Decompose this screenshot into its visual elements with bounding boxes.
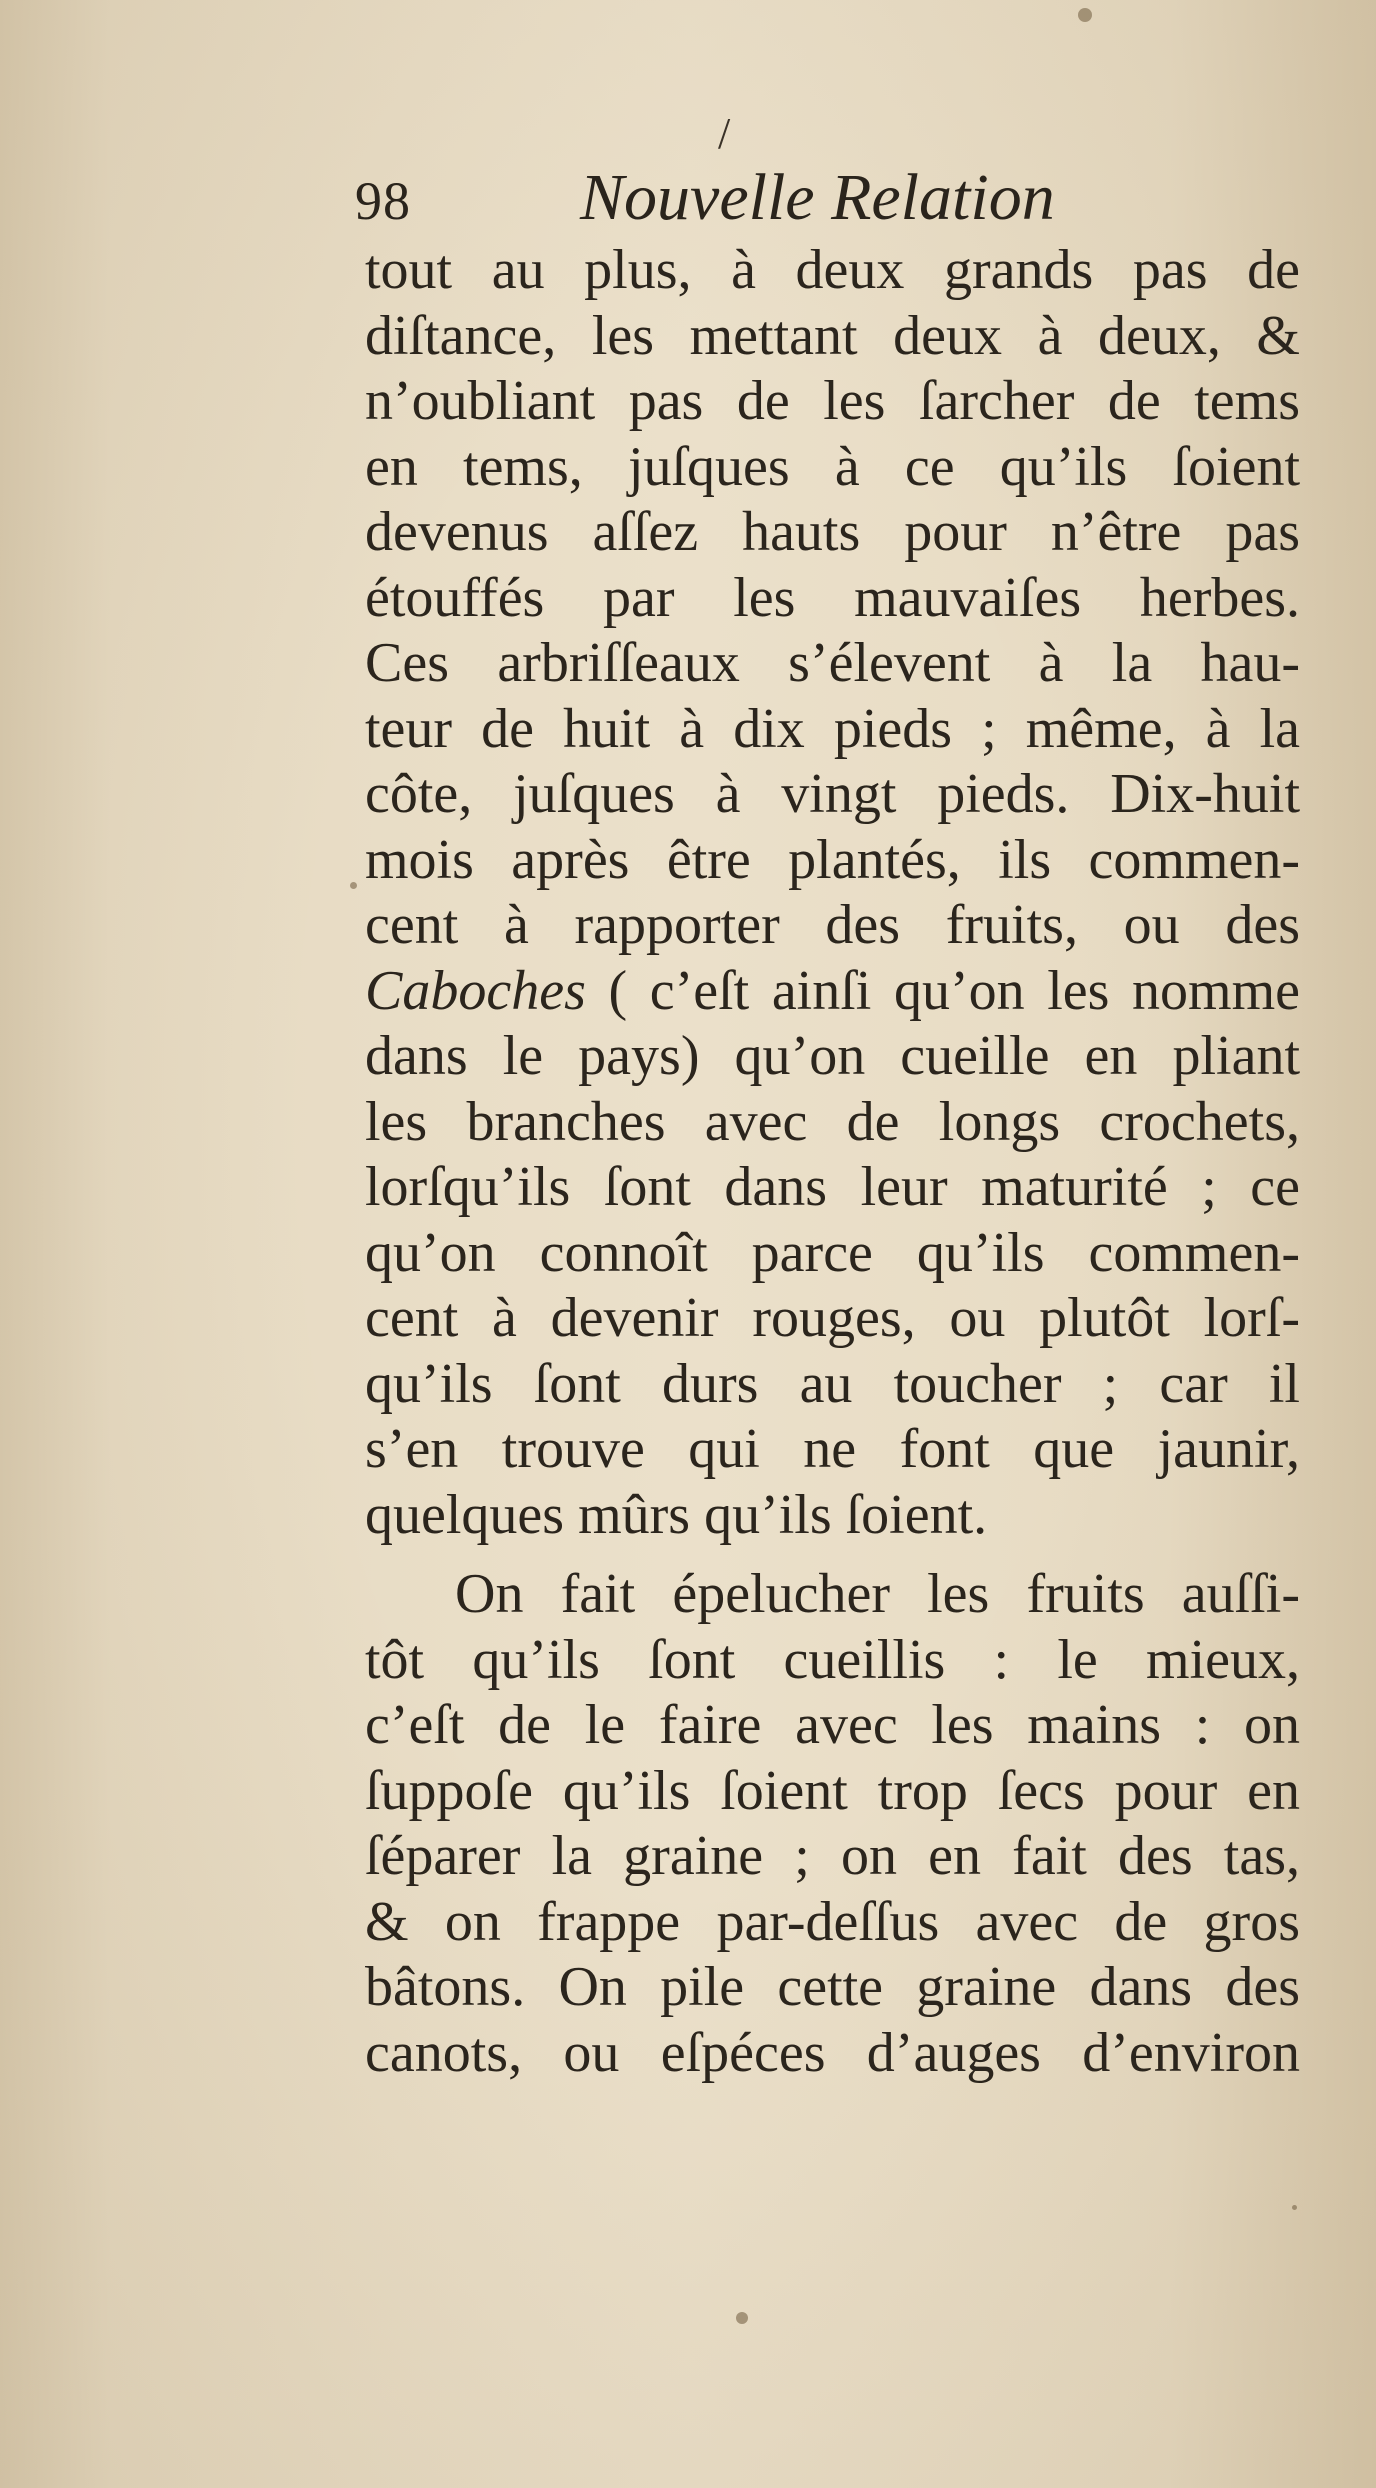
margin-mark: / [718,109,731,158]
paper-spot [1078,8,1092,22]
text-line: teur de huit à dix pieds ; même, à la [365,697,1300,760]
text-line: les branches avec de longs crochets, [365,1090,1300,1153]
text-line: qu’ils ſont durs au toucher ; car il [365,1352,1300,1415]
text-line: cent à rapporter des fruits, ou des [365,894,1300,956]
text-line: étouffés par les mauvaiſes herbes. [365,566,1300,629]
text-line: On fait épelucher les fruits auſſi- [455,1563,1300,1625]
text-line: s’en trouve qui ne font que jaunir, [365,1418,1300,1480]
paragraph-1 [365,238,1300,1548]
running-head: Nouvelle Relation [580,161,1055,234]
body-text [365,238,1300,2086]
text-line: & on frappe par-deſſus avec de gros [365,1890,1300,1953]
text-line: lorſqu’ils ſont dans leur maturité ; ce [365,1156,1300,1218]
text-line: mois après être plantés, ils commen- [365,828,1300,891]
text-line: bâtons. On pile cette graine dans des [365,1956,1300,2018]
page-header [355,160,1305,250]
text-line: canots, ou eſpéces d’auges d’environ [365,2021,1300,2084]
text-fragment: ( c’eſt ainſi qu’on les nomme [585,959,1300,1022]
text-line: qu’on connoît parce qu’ils commen- [365,1221,1300,1284]
text-line: c’eſt de le faire avec les mains : on [365,1694,1300,1756]
paragraph-2 [365,1562,1300,2086]
text-line: côte, juſques à vingt pieds. Dix-huit [365,763,1300,825]
italic-term: Caboches [365,959,586,1022]
text-line: diſtance, les mettant deux à deux, & [365,304,1300,367]
text-line: quelques mûrs qu’ils ſoient. [365,1483,988,1546]
text-line: tout au plus, à deux grands pas de [365,239,1300,301]
text-line: cent à devenir rouges, ou plutôt lorſ- [365,1287,1300,1349]
paper-spot [1292,2205,1297,2210]
text-line: ſéparer la graine ; on en fait des tas, [365,1825,1300,1887]
text-line: en tems, juſques à ce qu’ils ſoient [365,435,1300,498]
text-line: ſuppoſe qu’ils ſoient trop ſecs pour en [365,1759,1300,1822]
text-line: Ces arbriſſeaux s’élevent à la hau- [365,632,1300,694]
paper-spot [350,882,357,889]
text-line: dans le pays) qu’on cueille en pliant [365,1025,1300,1087]
text-line: devenus aſſez hauts pour n’être pas [365,501,1300,563]
text-line: n’oubliant pas de les ſarcher de tems [365,370,1300,432]
text-line [365,959,1300,1025]
page-number: 98 [355,171,411,231]
paper-spot [736,2312,748,2324]
text-line: tôt qu’ils ſont cueillis : le mieux, [365,1628,1300,1691]
